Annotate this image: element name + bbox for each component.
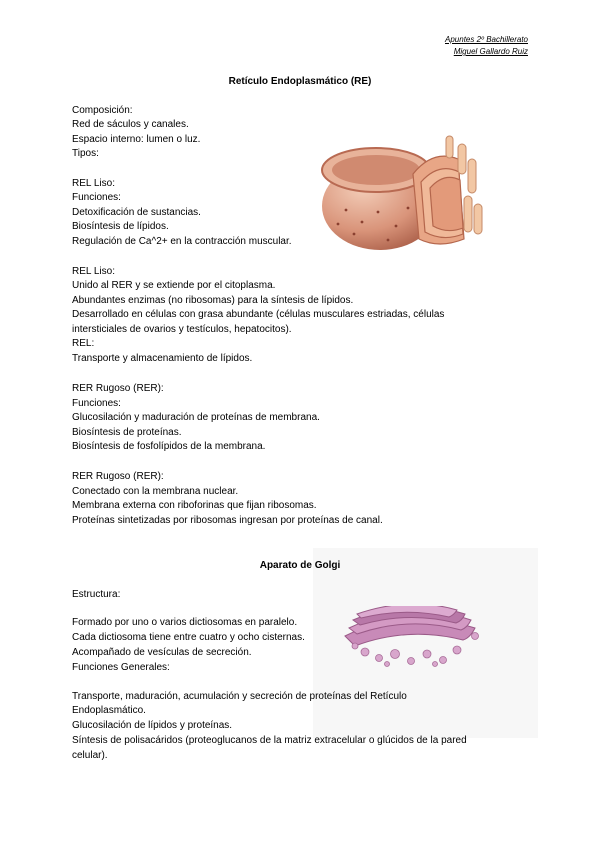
page-header — [445, 34, 528, 58]
text-line: Tipos: — [72, 148, 99, 159]
text-line: Conectado con la membrana nuclear. — [72, 486, 239, 497]
text-line: Espacio interno: lumen o luz. — [72, 134, 201, 145]
text-line: Endoplasmático. — [72, 705, 146, 716]
text-line: Funciones: — [72, 398, 121, 409]
text-line: Membrana externa con riboforinas que fijan ribosomas. — [72, 500, 317, 511]
text-line: Transporte, maduración, acumulación y secreción de proteínas del Retículo — [72, 691, 407, 702]
text-line: RER Rugoso (RER): — [72, 471, 164, 482]
header-author: Miguel Gallardo Ruiz — [453, 47, 528, 56]
golgi-apparatus-illustration — [335, 606, 485, 668]
text-line: Detoxificación de sustancias. — [72, 207, 201, 218]
text-line: Biosíntesis de lípidos. — [72, 221, 169, 232]
text-line: Biosíntesis de fosfolípidos de la membrana. — [72, 441, 266, 452]
text-line: intersticiales de ovarios y testículos, hepatocitos). — [72, 324, 292, 335]
endoplasmic-reticulum-illustration — [318, 124, 488, 254]
text-line: Red de sáculos y canales. — [72, 119, 189, 130]
section-title-re: Retículo Endoplasmático (RE) — [228, 76, 372, 87]
nucleus-opening — [332, 155, 420, 185]
text-line: Cada dictiosoma tiene entre cuatro y ocho cisternas. — [72, 632, 305, 643]
header-course: Apuntes 2º Bachillerato — [445, 35, 528, 44]
text-line: Glucosilación de lípidos y proteínas. — [72, 720, 233, 731]
text-line: Biosíntesis de proteínas. — [72, 427, 182, 438]
text-line: RER Rugoso (RER): — [72, 383, 164, 394]
rer-cisternae — [413, 156, 464, 244]
golgi-cisternae — [345, 606, 475, 646]
text-line: Proteínas sintetizadas por ribosomas ingresan por proteínas de canal. — [72, 515, 383, 526]
text-line: Funciones: — [72, 192, 121, 203]
text-line: Funciones Generales: — [72, 662, 170, 673]
text-line: Regulación de Ca^2+ en la contracción muscular. — [72, 236, 292, 247]
text-line: REL: — [72, 338, 95, 349]
text-line: Composición: — [72, 105, 133, 116]
text-line: celular). — [72, 750, 108, 761]
text-line: REL Liso: — [72, 266, 115, 277]
text-line: Glucosilación y maduración de proteínas de membrana. — [72, 412, 320, 423]
text-line: Estructura: — [72, 589, 121, 600]
text-line: Transporte y almacenamiento de lípidos. — [72, 353, 253, 364]
text-line: Abundantes enzimas (no ribosomas) para la síntesis de lípidos. — [72, 295, 354, 306]
text-line: Formado por uno o varios dictiosomas en paralelo. — [72, 617, 298, 628]
text-line: Unido al RER y se extiende por el citoplasma. — [72, 280, 276, 291]
section-title-golgi: Aparato de Golgi — [259, 560, 341, 571]
text-line: Desarrollado en células con grasa abundante (células musculares estriadas, células — [72, 309, 445, 320]
text-line: Síntesis de polisacáridos (proteoglucanos de la matriz extracelular o glúcidos de la pared — [72, 735, 467, 746]
text-line: REL Liso: — [72, 178, 115, 189]
text-line: Acompañado de vesículas de secreción. — [72, 647, 252, 658]
